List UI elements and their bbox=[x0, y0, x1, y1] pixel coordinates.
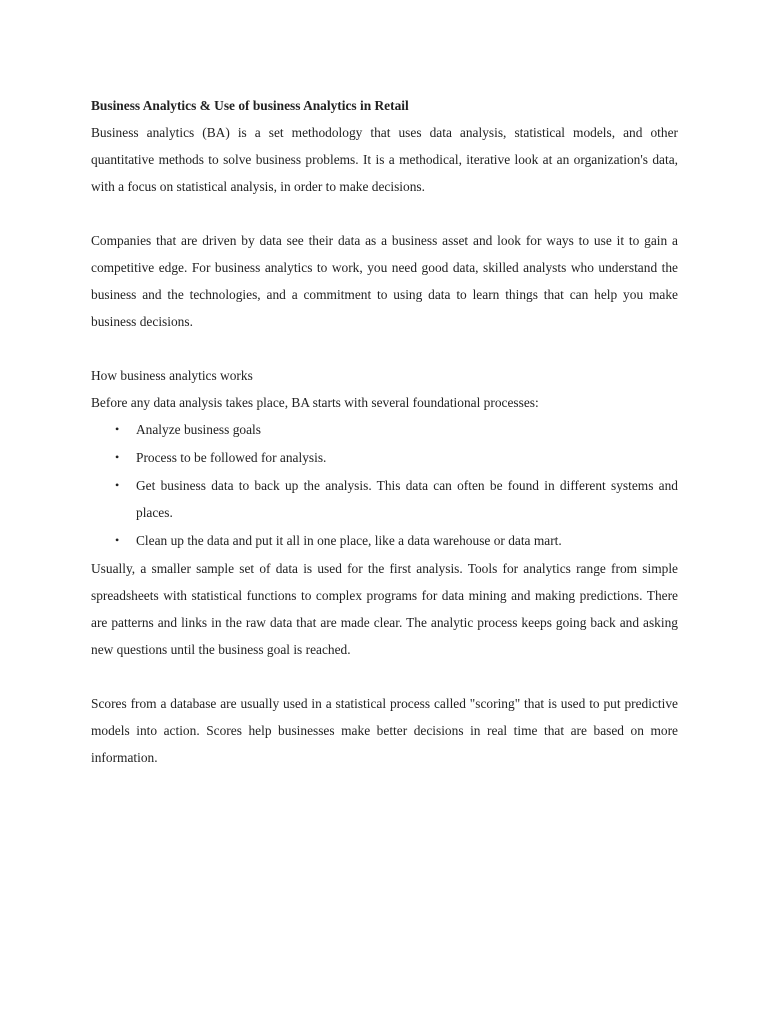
list-item bbox=[91, 472, 678, 526]
scores-paragraph: Scores from a database are usually used in a statistical process called "scoring" that is used to put predictive models into action. Scores help businesses make better decisions in real time that are based on more information. bbox=[91, 696, 678, 765]
document-page bbox=[91, 92, 678, 771]
list-item bbox=[91, 444, 678, 471]
intro-paragraph: Business analytics (BA) is a set methodology that uses data analysis, statistical models, and other quantitative methods to solve business problems. It is a methodical, iterative look at an organization's data, with a focus on statistical analysis, in order to make decisions. bbox=[91, 125, 678, 194]
section-heading-how: How business analytics works bbox=[91, 368, 253, 383]
list-item-text: Clean up the data and put it all in one place, like a data warehouse or data mart. bbox=[136, 533, 562, 548]
list-item bbox=[91, 527, 678, 554]
process-list bbox=[91, 416, 678, 554]
paragraph-spacer bbox=[91, 200, 678, 227]
usually-paragraph: Usually, a smaller sample set of data is used for the first analysis. Tools for analytics range from simple spreadsheets with statistical functions to complex programs for data mining and making predictions. There are patterns and links in the raw data that are made clear. The analytic process keeps going back and asking new questions until the business goal is reached. bbox=[91, 561, 678, 657]
bullet-icon: • bbox=[115, 533, 120, 547]
document-title: Business Analytics & Use of business Analytics in Retail bbox=[91, 98, 409, 113]
bullet-icon: • bbox=[115, 422, 120, 436]
list-item-text: Process to be followed for analysis. bbox=[136, 450, 327, 465]
bullet-icon: • bbox=[115, 450, 120, 464]
bullet-icon: • bbox=[115, 478, 120, 492]
paragraph-spacer bbox=[91, 335, 678, 362]
paragraph-spacer bbox=[91, 663, 678, 690]
list-item-text: Get business data to back up the analysis. This data can often be found in different systems and places. bbox=[136, 478, 678, 520]
list-item-text: Analyze business goals bbox=[136, 422, 261, 437]
list-item bbox=[91, 416, 678, 443]
companies-paragraph: Companies that are driven by data see their data as a business asset and look for ways to use it to gain a competitive edge. For business analytics to work, you need good data, skilled analysts who understand the business and the technologies, and a commitment to using data to learn things that can help you make business decisions. bbox=[91, 233, 678, 329]
before-paragraph: Before any data analysis takes place, BA starts with several foundational processes: bbox=[91, 395, 539, 410]
